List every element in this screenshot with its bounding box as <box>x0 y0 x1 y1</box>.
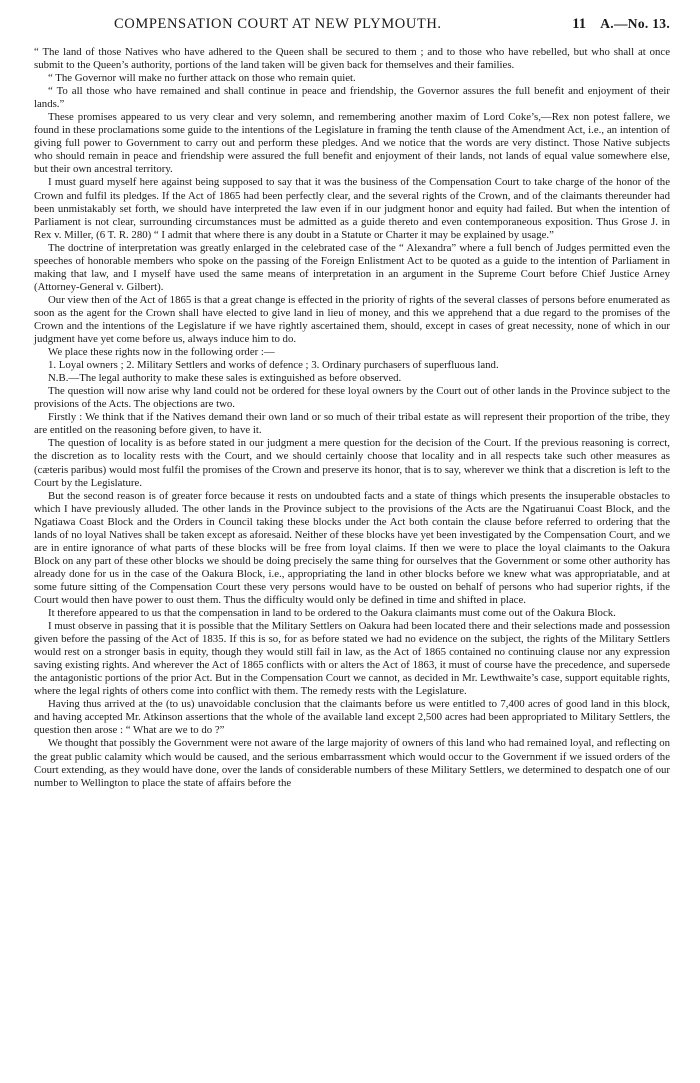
document-reference: A.—No. 13. <box>600 16 670 31</box>
paragraph: I must observe in passing that it is possible that the Military Settlers on Oakura had been located there and their selections made and possession given before the passing of the Act of 1835. If this is so, for as before stated we had no evidence on the subject, the rights of the Military Settlers would rest on a stronger basis in equity, though they would still fail in law, as the Act of 1865 contained no continuing clause nor any expression saving existing rights. And wherever the Act of 1865 conflicts with or alters the Act of 1863, it must of course have the precedence, and supersede the antagonistic portions of the prior Act. But in the Compensation Court we cannot, as decided in Mr. Lewthwaite’s case, support equitable rights, where the legal rights of others come into conflict with them. The remedy rests with the Legislature. <box>34 620 670 698</box>
paragraph-proclamation-2: “ The Governor will make no further attack on those who remain quiet. <box>48 72 356 85</box>
paragraph: It therefore appeared to us that the compensation in land to be ordered to the Oakura claimants must come out of the Oakura Block. <box>48 607 616 620</box>
running-header <box>34 16 670 38</box>
paragraph: These promises appeared to us very clear and very solemn, and remembering another maxim of Lord Coke’s,—Rex non potest fallere, we found in these proclamations some guide to the intentions of the Legislature in framing the tenth clause of the Amendment Act, i.e., an intention of giving full power to Government to carry out and perform these pledges. And we notice that the words are very distinct. Those Native subjects who should remain in peace and friendship were assured the full benefit and enjoyment of their lands, not lands of equal value somewhere else, but their own ancestral territory. <box>34 111 670 176</box>
page-number: 11 <box>572 16 586 32</box>
paragraph: Our view then of the Act of 1865 is that a great change is effected in the priority of rights of the several classes of persons before enumerated as soon as the agent for the Crown shall have elected to give land in lieu of money, and this we apprehend that a due regard to the promises of the Crown and the intentions of the Legislature if we have rightly ascertained them, should, except in cases of great necessity, none of which in our judgment have yet come before us, always induce him to do. <box>34 293 670 346</box>
rights-order-list: 1. Loyal owners ; 2. Military Settlers and works of defence ; 3. Ordinary purchasers of superfluous land. <box>48 359 499 372</box>
paragraph: The question will now arise why land could not be ordered for these loyal owners by the Court out of other lands in the Province subject to the provisions of the Acts. The objections are two. <box>34 385 670 411</box>
paragraph: But the second reason is of greater force because it rests on undoubted facts and a state of things which presents the insuperable obstacles to which I have previously alluded. The other lands in the Province subject to the provisions of the Acts are the Ngatiruanui Coast Block, and the Ngatiawa Coast Block and the Orders in Council taking these blocks under the Act both contain the clause before referred to ordering that the lands of no loyal Natives shall be taken except as aforesaid. Neither of these blocks have yet been investigated by the Compensation Court, and we are in entire ignorance of what parts of these blocks will be free from loyal claims. If then we were to place the loyal claimants to the Oakura Block on any part of these other blocks we should be doing precisely the same thing for ourselves that the Government or some other authority has already done for us in the case of the Oakura Block, i.e., appropriating the land in other blocks before we knew what was appropriatable, and at some future sitting of the Compensation Court these very persons would have to be ousted on behalf of persons who had superior rights, if the Court would then have power to oust them. Thus the difficulty would only be defined in time and shifted in place. <box>34 489 670 606</box>
body-text <box>34 46 670 790</box>
page-title: COMPENSATION COURT AT NEW PLYMOUTH. <box>114 16 442 32</box>
paragraph: I must guard myself here against being supposed to say that it was the business of the Compensation Court to take charge of the honor of the Crown and fulfil its pledges. If the Act of 1865 had been perfectly clear, and the several rights of the Crown, and of the claimants thereunder had been unmistakably set forth, we should have interpreted the law even if in our judgment honor and equity had failed. But when the intention of Parliament is not clear, surrounding circumstances must be admitted as a guide thereto and even contemporaneous exposition. Thus Grose J. in Rex v. Miller, (6 T. R. 280) “ I admit that where there is any doubt in a Statute or Charter it may be explained by usage.” <box>34 176 670 241</box>
paragraph: The question of locality is as before stated in our judgment a mere question for the decision of the Court. If the previous reasoning is correct, the discretion as to locality rests with the Court, and we should certainly choose that locality and in all respects take such other measures as (cæteris paribus) would most fulfil the promises of the Crown and preserve its honor, that is to say, wherever we think that a discretion is left to the Court by the Legislature. <box>34 437 670 489</box>
paragraph-proclamation-3: “ To all those who have remained and shall continue in peace and friendship, the Governor assures the full benefit and enjoyment of their lands.” <box>34 85 670 111</box>
paragraph: We thought that possibly the Government were not aware of the large majority of owners of this land who had remained loyal, and reflecting on the great public calamity which would be caused, and the serious embarrassment which would occur to the Government if we issued orders of the Court extending, as they would have done, over the lands of considerable numbers of these Military Settlers, we determined to despatch one of our number to Wellington to place the state of affairs before the <box>34 737 670 789</box>
paragraph-proclamation-1: “ The land of those Natives who have adhered to the Queen shall be secured to them ; and to those who have rebelled, but who shall at once submit to the Queen’s authority, portions of the land taken will be given back for themselves and their families. <box>34 46 670 72</box>
nota-bene: N.B.—The legal authority to make these sales is extinguished as before observed. <box>48 372 402 385</box>
paragraph: We place these rights now in the following order :— <box>48 346 275 359</box>
paragraph: The doctrine of interpretation was greatly enlarged in the celebrated case of the “ Alexandra” where a full bench of Judges permitted even the speeches of honorable members who spoke on the passing of the Foreign Enlistment Act to be quoted as a guide to the intention of Parliament in making that law, and I myself have used the same means of interpretation in an argument in the Supreme Court before Chief Justice Arney (Attorney-General v. Gilbert). <box>34 241 670 293</box>
paragraph-firstly: Firstly : We think that if the Natives demand their own land or so much of their tribal estate as will represent their proportion of the tribe, they are entitled on the reasoning before given, to have it. <box>34 411 670 437</box>
paragraph: Having thus arrived at the (to us) unavoidable conclusion that the claimants before us were entitled to 7,400 acres of good land in this block, and having accepted Mr. Atkinson assertions that the whole of the available land except 2,500 acres had been appropriated to Military Settlers, the question then arose : “ What are we to do ?” <box>34 698 670 737</box>
